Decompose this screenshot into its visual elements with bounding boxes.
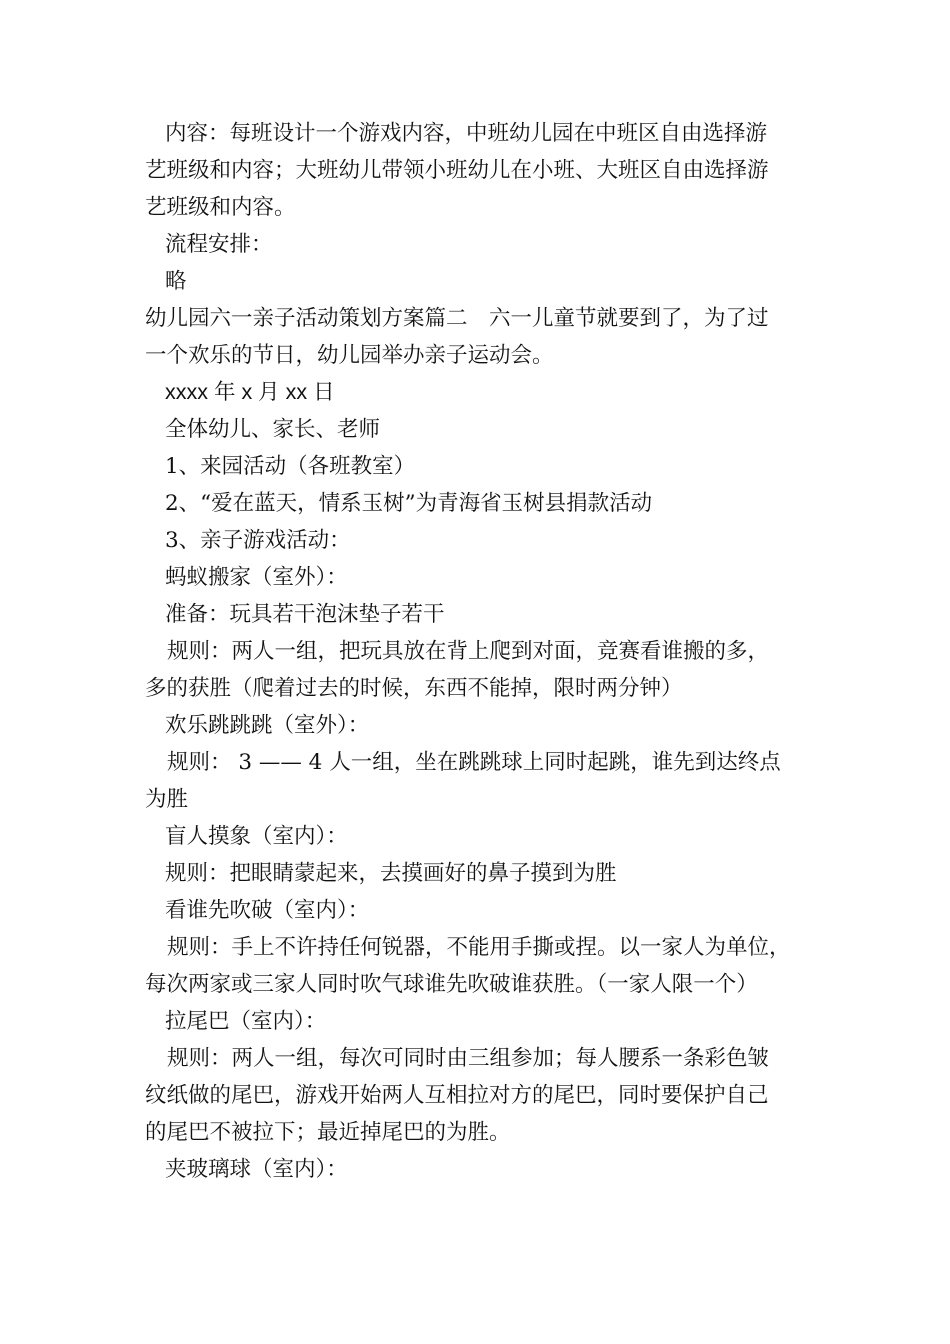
text-line: 略 (165, 269, 187, 294)
text-line: 规则：两人一组，每次可同时由三组参加；每人腰系一条彩色皱 (167, 1046, 770, 1071)
text-line: 艺班级和内容；大班幼儿带领小班幼儿在小班、大班区自由选择游 (145, 158, 769, 183)
text-line: 每次两家或三家人同时吹气球谁先吹破谁获胜。（一家人限一个） (145, 972, 758, 997)
text-line: xxxx 年 x 月 xx 日 (165, 380, 335, 404)
text-line: 规则：手上不许持任何锐器，不能用手撕或捏。以一家人为单位， (167, 935, 791, 960)
text-line: 规则：把眼睛蒙起来，去摸画好的鼻子摸到为胜 (165, 861, 617, 886)
text-line: 看谁先吹破（室内）： (165, 898, 370, 923)
text-line: 艺班级和内容。 (145, 195, 296, 220)
text-line: 规则： 3 —— 4 人一组，坐在跳跳球上同时起跳，谁先到达终点 (167, 750, 781, 775)
text-line: 全体幼儿、家长、老师 (165, 417, 381, 442)
text-line: 3、亲子游戏活动： (165, 528, 351, 553)
text-line: 欢乐跳跳跳（室外）： (165, 713, 370, 738)
text-line: 盲人摸象（室内）： (165, 824, 348, 849)
text-line: 一个欢乐的节日，幼儿园举办亲子运动会。 (145, 343, 554, 368)
text-line: 流程安排： (165, 232, 273, 257)
text-line: 纹纸做的尾巴，游戏开始两人互相拉对方的尾巴，同时要保护自己 (145, 1083, 769, 1108)
text-line: 为胜 (145, 787, 189, 812)
text-line: 夹玻璃球（室内）： (165, 1157, 348, 1182)
text-line: 多的获胜（爬着过去的时候，东西不能掉，限时两分钟） (145, 676, 683, 701)
text-line: 2、“爱在蓝天，情系玉树”为青海省玉树县捐款活动 (165, 491, 653, 516)
text-line: 蚂蚁搬家（室外）： (165, 565, 348, 590)
text-line: 的尾巴不被拉下；最近掉尾巴的为胜。 (145, 1120, 511, 1145)
text-line: 准备：玩具若干泡沫垫子若干 (165, 602, 445, 627)
section-heading: 幼儿园六一亲子活动策划方案篇二 六一儿童节就要到了，为了过 (145, 306, 769, 331)
text-line: 内容：每班设计一个游戏内容，中班幼儿园在中班区自由选择游 (165, 121, 768, 146)
text-line: 拉尾巴（室内）： (165, 1009, 327, 1034)
text-line: 规则：两人一组，把玩具放在背上爬到对面，竞赛看谁搬的多， (167, 639, 770, 664)
document-body (145, 115, 835, 1188)
text-line: 1、来园活动（各班教室） (165, 454, 416, 479)
